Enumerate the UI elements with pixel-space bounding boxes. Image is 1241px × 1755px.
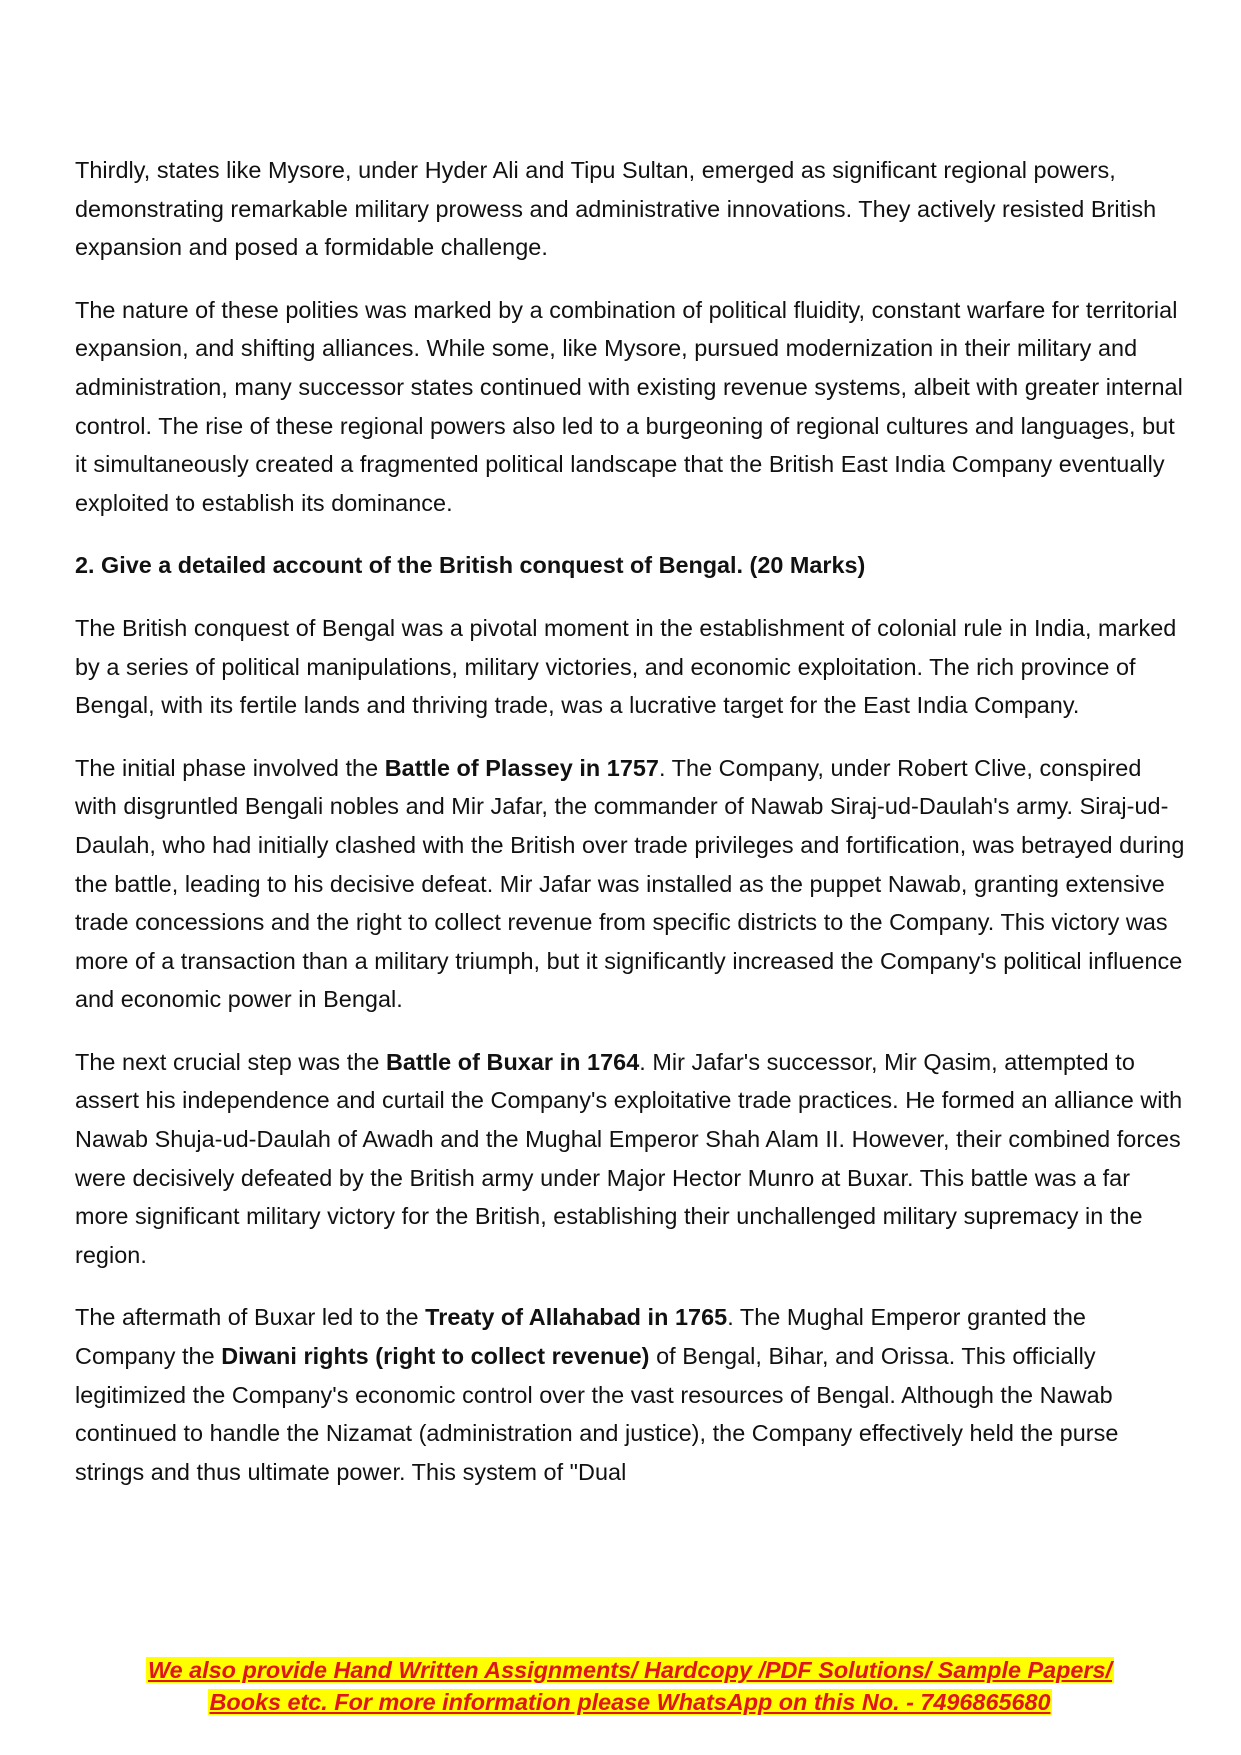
question-heading: 2. Give a detailed account of the British conquest of Bengal. (20 Marks) [75, 552, 866, 579]
paragraph-mysore: Thirdly, states like Mysore, under Hyder Ali and Tipu Sultan, emerged as significant regional powers, demonstrating remarkable military prowess and administrative innovations. They actively resisted British expansion and posed a formidable challenge. [75, 157, 1157, 261]
document-body [75, 151, 1185, 1515]
promo-footer [75, 1654, 1185, 1718]
buxar-text-pre: The next crucial step was the [75, 1048, 386, 1075]
allahabad-bold: Treaty of Allahabad in 1765 [425, 1304, 728, 1331]
plassey-text-pre: The initial phase involved the [75, 754, 385, 781]
paragraph-conquest-intro: The British conquest of Bengal was a pivotal moment in the establishment of colonial rule in India, marked by a series of political manipulations, military victories, and economic exploitation. The rich province of Bengal, with its fertile lands and thriving trade, was a lucrative target for the East India Company. [75, 614, 1177, 719]
paragraph-buxar [75, 1043, 1185, 1275]
buxar-text-post: . Mir Jafar's successor, Mir Qasim, attempted to assert his independence and curtail the Company's exploitative trade practices. He formed an alliance with Nawab Shuja-ud-Daulah of Awadh and the Mughal Emperor Shah Alam II. However, their combined forces were decisively defeated by the British army under Major Hector Munro at Buxar. This battle was a far more significant military victory for the British, establishing their unchallenged military supremacy in the region. [75, 1048, 1183, 1268]
allahabad-text-mid: . The Mughal Emperor granted the Company the [75, 1304, 1086, 1370]
paragraph-plassey [75, 749, 1185, 1019]
plassey-bold: Battle of Plassey in 1757 [384, 754, 659, 781]
diwani-bold: Diwani rights (right to collect revenue) [221, 1343, 650, 1370]
plassey-text-post: . The Company, under Robert Clive, conspired with disgruntled Bengali nobles and Mir Jafar, the commander of Nawab Siraj-ud-Daulah's army. Siraj-ud-Daulah, who had initially clashed with the British over trade privileges and fortification, was betrayed during the battle, leading to his decisive defeat. Mir Jafar was installed as the puppet Nawab, granting extensive trade concessions and the right to collect revenue from specific districts to the Company. This victory was more of a transaction than a military triumph, but it significantly increased the Company's political influence and economic power in Bengal. [75, 754, 1185, 1013]
promo-line-2: Books etc. For more information please WhatsApp on this No. - 7496865680 [209, 1689, 1051, 1715]
buxar-bold: Battle of Buxar in 1764 [385, 1048, 640, 1075]
promo-line-1: We also provide Hand Written Assignments/ Hardcopy /PDF Solutions/ Sample Papers/ [148, 1657, 1112, 1683]
allahabad-text-pre: The aftermath of Buxar led to the [75, 1304, 426, 1331]
allahabad-text-post: of Bengal, Bihar, and Orissa. This officially legitimized the Company's economic control over the vast resources of Bengal. Although the Nawab continued to handle the Nizamat (administration and justice), the Company effectively held the purse strings and thus ultimate power. This system of "Dual [75, 1343, 1119, 1485]
paragraph-nature-of-polities: The nature of these polities was marked by a combination of political fluidity, constant warfare for territorial expansion, and shifting alliances. While some, like Mysore, pursued modernization in their military and administration, many successor states continued with existing revenue systems, albeit with greater internal control. The rise of these regional powers also led to a burgeoning of regional cultures and languages, but it simultaneously created a fragmented political landscape that the British East India Company eventually exploited to establish its dominance. [75, 296, 1183, 516]
paragraph-allahabad [75, 1298, 1185, 1491]
